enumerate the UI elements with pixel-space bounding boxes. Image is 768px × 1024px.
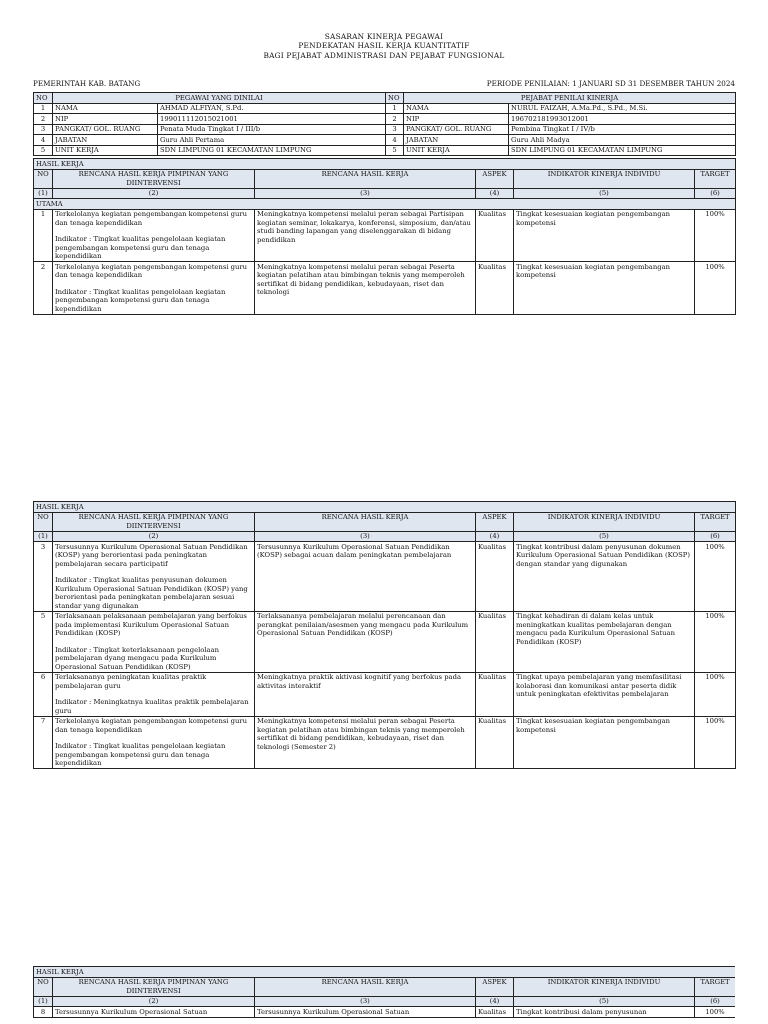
employee-unit: SDN LIMPUNG 01 KECAMATAN LIMPUNG	[158, 145, 386, 156]
row-no: 3	[34, 124, 53, 135]
header-no: NO	[34, 977, 53, 996]
header-no: NO	[34, 512, 53, 531]
indicator: Tingkat kehadiran di dalam kelas untuk meningkatkan kualitas pembelajaran dengan mengacu pada Kurikulum Operasional Satuan Pendidikan (KOSP)	[514, 611, 695, 672]
target: 100%	[695, 209, 736, 262]
leader-indicator: Indikator : Tingkat keterlaksanaan pengelolaan pembelajaran dyang mengacu pada Kurikulum Operasional Satuan Pendidikan (KOSP)	[55, 645, 220, 671]
header-indicator: INDIKATOR KINERJA INDIVIDU	[514, 512, 695, 531]
row-label: PANGKAT/ GOL. RUANG	[53, 124, 158, 135]
col-number: (5)	[514, 996, 695, 1007]
row-label: JABATAN	[404, 135, 509, 146]
identity-no-header: NO	[34, 93, 53, 104]
header-aspect: ASPEK	[476, 977, 514, 996]
header-no: NO	[34, 169, 53, 188]
indicator: Tingkat kontribusi dalam penyusunan dokumen Kurikulum Operasional Satuan Pendidikan (KOSP) dengan standar yang digunakan	[514, 542, 695, 612]
work-plan: Terlaksananya pembelajaran melalui perencanaan dan perangkat penilaian/asesmen yang mengacu pada Kurikulum Operasional Satuan Pendidikan (KOSP)	[255, 611, 476, 672]
results-table-3	[33, 966, 735, 1018]
target: 100%	[695, 672, 736, 716]
assessor-unit: SDN LIMPUNG 01 KECAMATAN LIMPUNG	[509, 145, 736, 156]
header-leader-plan: RENCANA HASIL KERJA PIMPINAN YANG DIINTERVENSI	[53, 169, 255, 188]
page-2-block	[33, 501, 735, 769]
assessor-rank: Pembina Tingkat I / IV/b	[509, 124, 736, 135]
col-number: (3)	[255, 188, 476, 199]
aspect: Kualitas	[476, 611, 514, 672]
header-target: TARGET	[695, 169, 736, 188]
section-title: HASIL KERJA	[34, 502, 736, 513]
target: 100%	[695, 611, 736, 672]
category-utama: UTAMA	[34, 199, 736, 210]
indicator: Tingkat kontribusi dalam penyusunan	[514, 1007, 695, 1018]
title-line-3: BAGI PEJABAT ADMINISTRASI DAN PEJABAT FUNGSIONAL	[263, 50, 505, 60]
section-title: HASIL KERJA	[34, 159, 736, 170]
title-line-1: SASARAN KINERJA PEGAWAI	[324, 32, 444, 41]
header-aspect: ASPEK	[476, 169, 514, 188]
target: 100%	[695, 262, 736, 315]
header-work-plan: RENCANA HASIL KERJA	[255, 977, 476, 996]
target: 100%	[695, 716, 736, 769]
table-row	[34, 672, 736, 716]
leader-plan-cell	[53, 672, 255, 716]
row-no: 5	[34, 611, 53, 672]
leader-plan: Terkelolanya kegiatan pengembangan kompetensi guru dan tenaga kependidikan	[55, 210, 248, 227]
row-label: JABATAN	[53, 135, 158, 146]
table-row	[34, 209, 736, 262]
row-label: UNIT KERJA	[53, 145, 158, 156]
row-no: 1	[386, 103, 404, 114]
col-number: (4)	[476, 996, 514, 1007]
row-no: 3	[386, 124, 404, 135]
table-row	[34, 716, 736, 769]
title-line-2: PENDEKATAN HASIL KERJA KUANTITATIF	[298, 41, 470, 51]
col-number: (3)	[255, 996, 476, 1007]
results-table-2	[33, 501, 736, 769]
header-indicator: INDIKATOR KINERJA INDIVIDU	[514, 977, 695, 996]
aspect: Kualitas	[476, 1007, 514, 1018]
aspect: Kualitas	[476, 262, 514, 315]
identity-row	[34, 135, 736, 146]
leader-plan: Tersusunnya Kurikulum Operasional Satuan	[53, 1007, 255, 1018]
identity-row	[34, 103, 736, 114]
assessor-position: Guru Ahli Madya	[509, 135, 736, 146]
row-no: 7	[34, 716, 53, 769]
aspect: Kualitas	[476, 209, 514, 262]
meta-line	[33, 79, 735, 88]
col-number: (6)	[695, 188, 736, 199]
row-no: 1	[34, 103, 53, 114]
col-number: (1)	[34, 996, 53, 1007]
row-label: UNIT KERJA	[404, 145, 509, 156]
leader-plan: Tersusunnya Kurikulum Operasional Satuan Pendidikan (KOSP) yang berorientasi pada peningkatan pembelajaran secara participatif	[55, 542, 248, 568]
col-number: (3)	[255, 531, 476, 542]
employee-rank: Penata Muda Tingkat I / III/b	[158, 124, 386, 135]
indicator: Tingkat kesesuaian kegiatan pengembangan kompetensi	[514, 716, 695, 769]
identity-no-header-right: NO	[386, 93, 404, 104]
row-label: NAMA	[53, 103, 158, 114]
col-number: (2)	[53, 996, 255, 1007]
document-header	[33, 32, 735, 60]
aspect: Kualitas	[476, 542, 514, 612]
header-work-plan: RENCANA HASIL KERJA	[255, 169, 476, 188]
page-1-block	[33, 92, 735, 315]
row-no: 3	[34, 542, 53, 612]
work-plan: Meningkatnya kompetensi melalui peran sebagai Peserta kegiatan pelatihan atau bimbingan teknis yang memperoleh sertifikat di bidang pendidikan, kebudayaan, riset dan teknologi (Semester 2)	[255, 716, 476, 769]
identity-row	[34, 145, 736, 156]
assessor-name: NURUL FAIZAH, A.Ma.Pd., S.Pd., M.Si.	[509, 103, 736, 114]
leader-plan: Terkelolanya kegiatan pengembangan kompetensi guru dan tenaga kependidikan	[55, 717, 248, 734]
row-no: 6	[34, 672, 53, 716]
target: 100%	[695, 542, 736, 612]
leader-plan: Terlaksananya peningkatan kualitas praktik pembelajaran guru	[55, 673, 207, 690]
row-label: NIP	[404, 114, 509, 125]
col-number: (6)	[695, 996, 736, 1007]
row-label: PANGKAT/ GOL. RUANG	[404, 124, 509, 135]
row-no: 2	[34, 262, 53, 315]
row-label: NIP	[53, 114, 158, 125]
col-number: (2)	[53, 531, 255, 542]
row-no: 2	[386, 114, 404, 125]
leader-indicator: Indikator : Tingkat kualitas pengelolaan kegiatan pengembangan kompetensi guru dan tenaga kependidikan	[55, 235, 226, 260]
header-aspect: ASPEK	[476, 512, 514, 531]
col-number: (5)	[514, 531, 695, 542]
identity-table	[33, 92, 736, 156]
identity-row	[34, 124, 736, 135]
identity-row	[34, 114, 736, 125]
row-no: 5	[386, 145, 404, 156]
header-work-plan: RENCANA HASIL KERJA	[255, 512, 476, 531]
row-label: NAMA	[404, 103, 509, 114]
results-table-1	[33, 158, 736, 315]
work-plan: Meningkatnya kompetensi melalui peran sebagai Peserta kegiatan pelatihan atau bimbingan teknis yang memperoleh sertifikat di bidang pendidikan, kebudayaan, riset dan teknologi	[255, 262, 476, 315]
leader-indicator: Indikator : Meningkatnya kualitas praktik pembelajaran guru	[55, 698, 249, 715]
row-no: 2	[34, 114, 53, 125]
row-no: 4	[386, 135, 404, 146]
page-3-block	[33, 966, 735, 1024]
table-row	[34, 262, 736, 315]
header-leader-plan: RENCANA HASIL KERJA PIMPINAN YANG DIINTERVENSI	[53, 512, 255, 531]
header-indicator: INDIKATOR KINERJA INDIVIDU	[514, 169, 695, 188]
employee-position: Guru Ahli Pertama	[158, 135, 386, 146]
indicator: Tingkat kesesuaian kegiatan pengembangan kompetensi	[514, 262, 695, 315]
col-number: (4)	[476, 188, 514, 199]
table-row	[34, 611, 736, 672]
leader-indicator: Indikator : Tingkat kualitas pengelolaan kegiatan pengembangan kompetensi guru dan tenaga kependidikan	[55, 742, 226, 767]
header-leader-plan: RENCANA HASIL KERJA PIMPINAN YANG DIINTERVENSI	[53, 977, 255, 996]
leader-indicator: Indikator : Tingkat kualitas pengelolaan kegiatan pengembangan kompetensi guru dan tenaga kependidikan	[55, 287, 226, 313]
leader-plan: Terkelolanya kegiatan pengembangan kompetensi guru dan tenaga kependidikan	[55, 262, 248, 279]
indicator: Tingkat upaya pembelajaran yang memfasilitasi kolaborasi dan komunikasi antar peserta didik untuk peningkatan efektivitas pembelajaran	[514, 672, 695, 716]
leader-plan-cell	[53, 262, 255, 315]
col-number: (2)	[53, 188, 255, 199]
leader-plan-cell	[53, 611, 255, 672]
row-no: 5	[34, 145, 53, 156]
leader-indicator: Indikator : Tingkat kualitas penyusunan dokumen Kurikulum Operasional Satuan Pendidikan (KOSP) yang berorientasi pada peningkatan pembelajaran sesuai standar yang digunakan	[55, 576, 248, 610]
aspect: Kualitas	[476, 672, 514, 716]
organization-label: PEMERINTAH KAB. BATANG	[33, 79, 141, 88]
identity-left-header: PEGAWAI YANG DINILAI	[53, 93, 386, 104]
section-title: HASIL KERJA	[34, 967, 736, 978]
leader-plan: Terlaksanaan pelaksanaan pembelajaran yang berfokus pada implementasi Kurikulum Operasional Satuan Pendidikan (KOSP)	[55, 612, 247, 637]
work-plan: Meningkatnya praktik aktivasi kognitif yang berfokus pada aktivitas interaktif	[255, 672, 476, 716]
col-number: (1)	[34, 188, 53, 199]
assessor-nip: 196702181993012001	[509, 114, 736, 125]
aspect: Kualitas	[476, 716, 514, 769]
work-plan: Meningkatnya kompetensi melalui peran sebagai Partisipan kegiatan seminar, lokakarya, konferensi, simposium, dan/atau studi banding lapangan yang diselenggarakan di bidang pendidikan	[255, 209, 476, 262]
leader-plan-cell	[53, 716, 255, 769]
header-target: TARGET	[695, 977, 736, 996]
indicator: Tingkat kesesuaian kegiatan pengembangan kompetensi	[514, 209, 695, 262]
leader-plan-cell	[53, 209, 255, 262]
table-row	[34, 542, 736, 612]
identity-right-header: PEJABAT PENILAI KINERJA	[404, 93, 736, 104]
col-number: (6)	[695, 531, 736, 542]
col-number: (1)	[34, 531, 53, 542]
employee-nip: 199011112015021001	[158, 114, 386, 125]
table-row	[34, 1007, 736, 1018]
col-number: (5)	[514, 188, 695, 199]
row-no: 1	[34, 209, 53, 262]
row-no: 4	[34, 135, 53, 146]
col-number: (4)	[476, 531, 514, 542]
work-plan: Tersusunnya Kurikulum Operasional Satuan	[255, 1007, 476, 1018]
employee-name: AHMAD ALFIYAN, S.Pd.	[158, 103, 386, 114]
header-target: TARGET	[695, 512, 736, 531]
row-no: 8	[34, 1007, 53, 1018]
leader-plan-cell	[53, 542, 255, 612]
target: 100%	[695, 1007, 736, 1018]
work-plan: Tersusunnya Kurikulum Operasional Satuan Pendidikan (KOSP) sebagai acuan dalam peningkatan pembelajaran	[255, 542, 476, 612]
period-label: PERIODE PENILAIAN: 1 JANUARI SD 31 DESEMBER TAHUN 2024	[486, 79, 735, 88]
